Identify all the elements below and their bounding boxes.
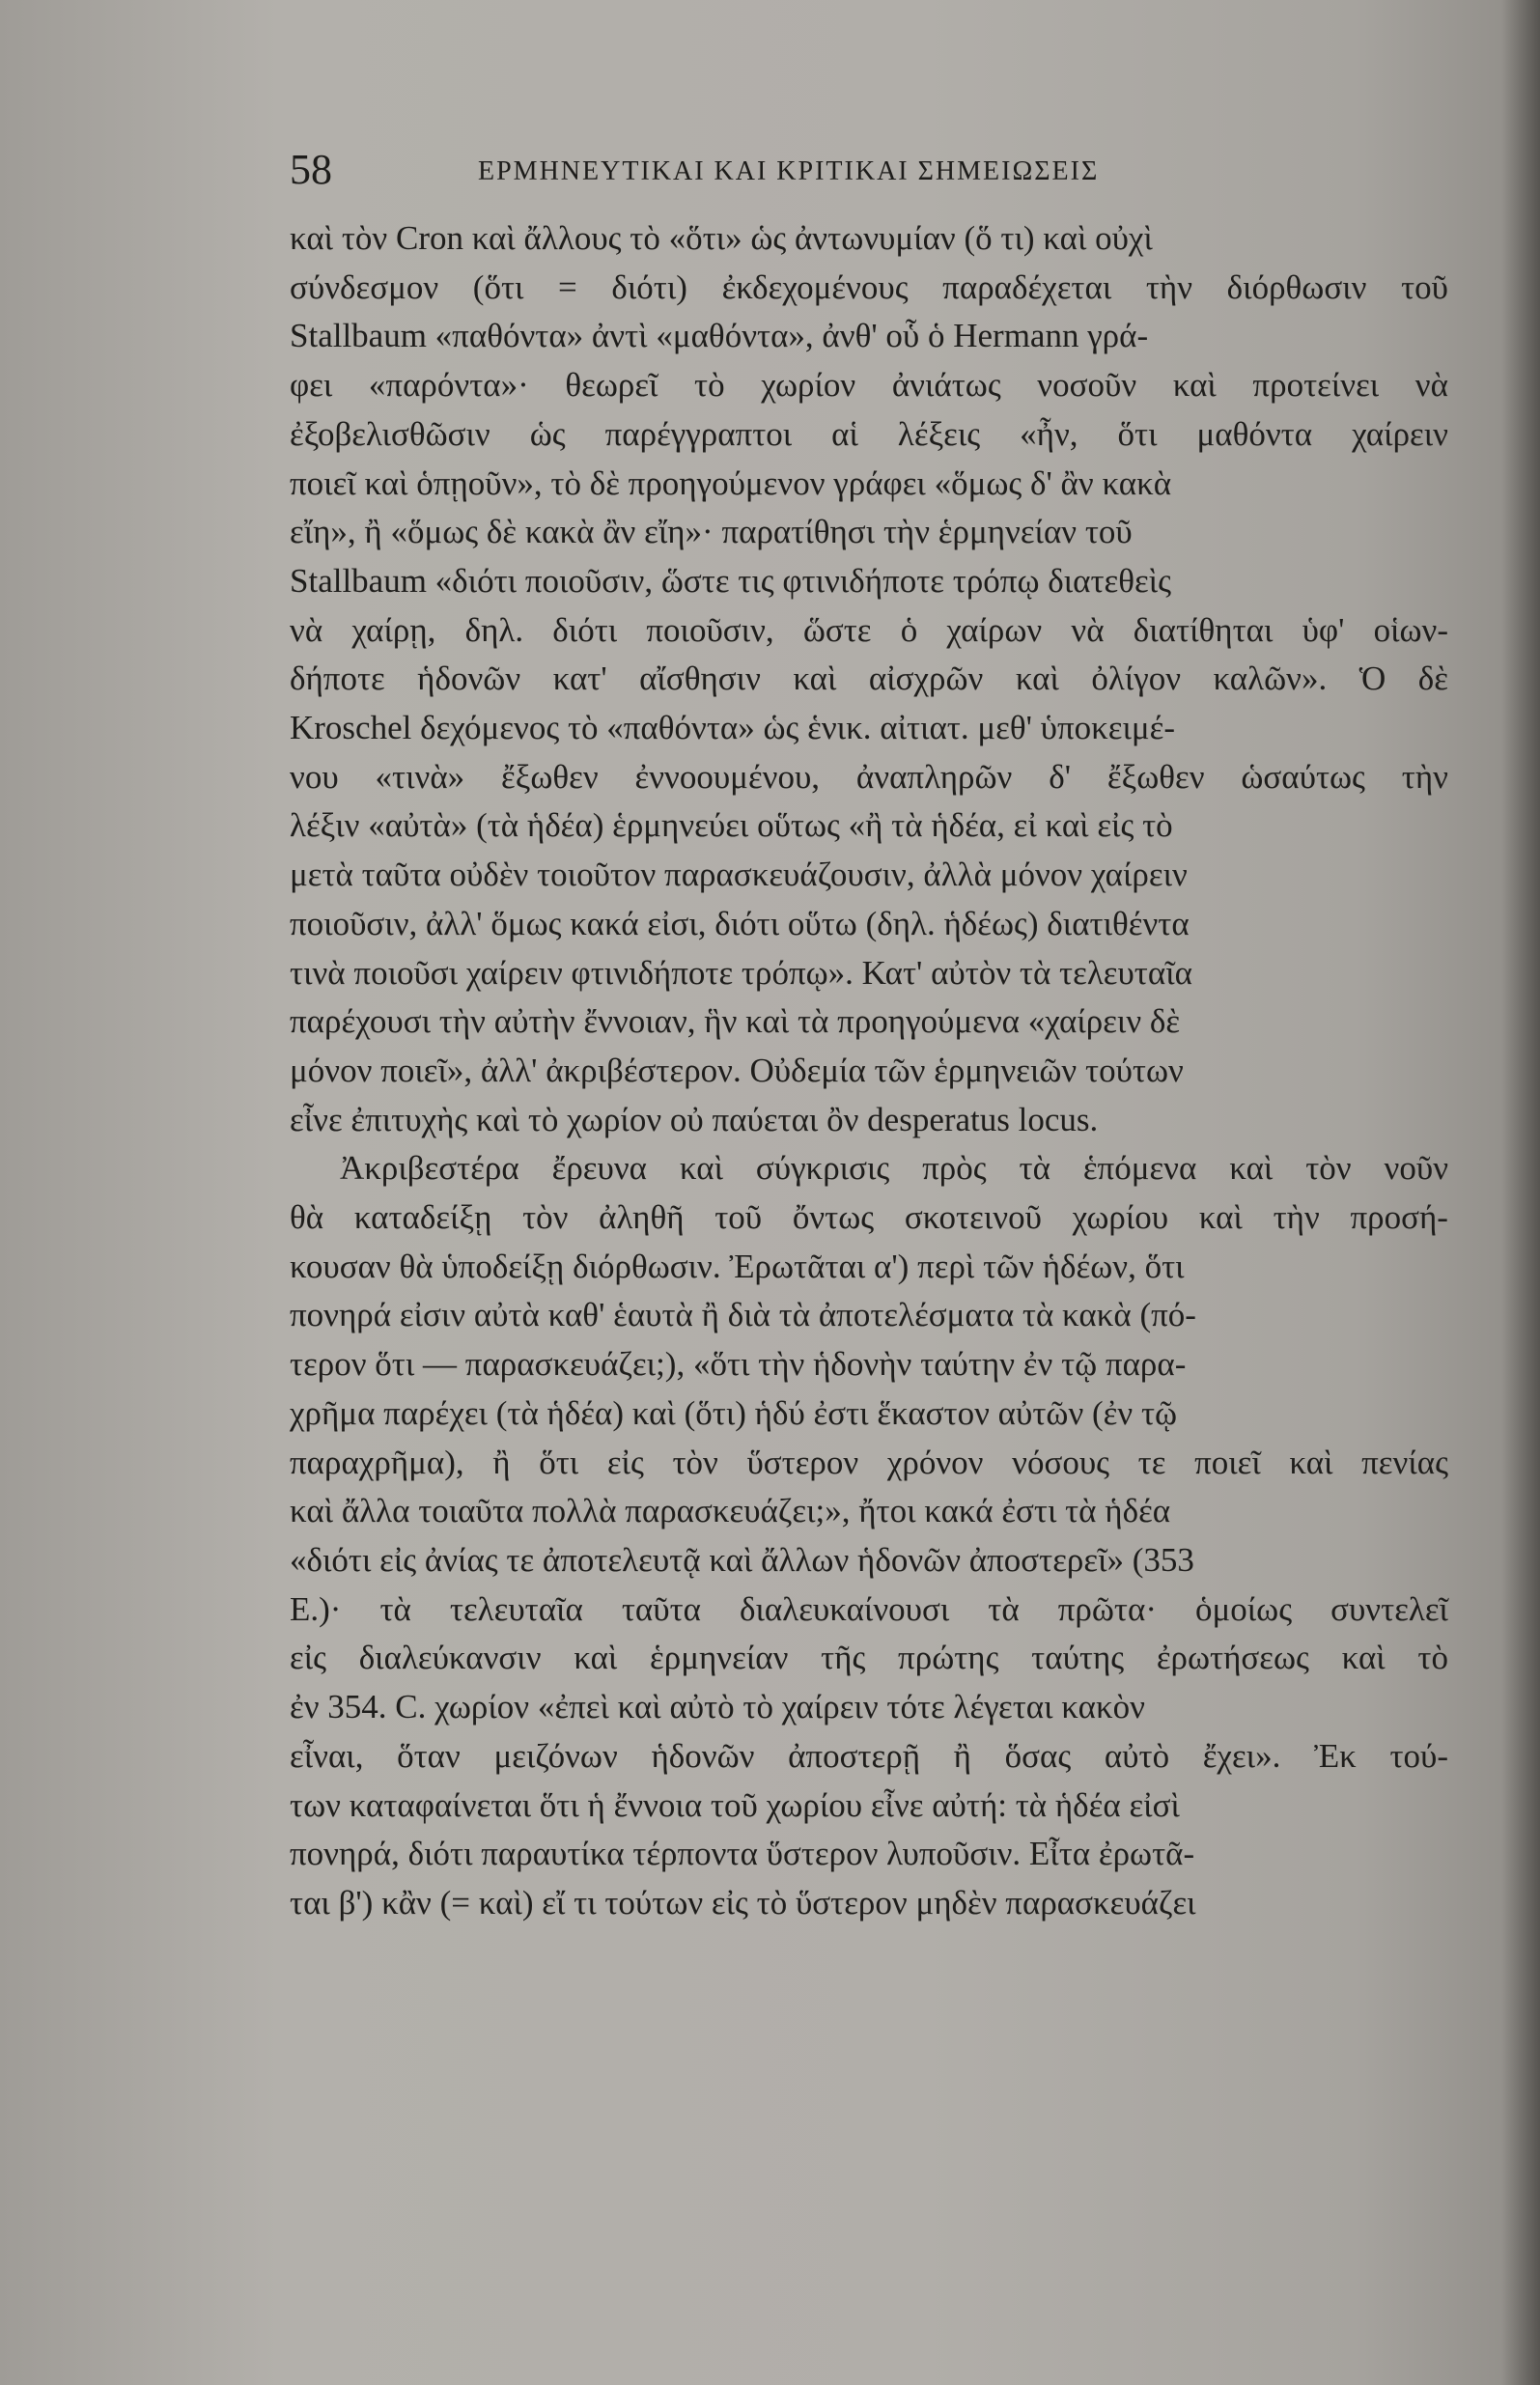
text-line: E.)· τὰ τελευταῖα ταῦτα διαλευκαίνουσι τὰ πρῶτα· ὁμοίως συντελεῖ: [290, 1589, 1448, 1628]
text-line: πονηρά εἰσιν αὐτὰ καθ' ἑαυτὰ ἢ διὰ τὰ ἀποτελέσματα τὰ κακὰ (πό-: [290, 1296, 1196, 1334]
text-line: λέξιν «αὐτὰ» (τὰ ἡδέα) ἑρμηνεύει οὕτως «ἢ τὰ ἡδέα, εἰ καὶ εἰς τὸ: [290, 806, 1173, 845]
text-line: πονηρά, διότι παραυτίκα τέρποντα ὕστερον λυποῦσιν. Εἶτα ἐρωτᾶ-: [290, 1835, 1195, 1873]
text-line: κουσαν θὰ ὑποδείξῃ διόρθωσιν. Ἐρωτᾶται α') περὶ τῶν ἡδέων, ὅτι: [290, 1247, 1185, 1285]
text-line: νου «τινὰ» ἔξωθεν ἐννοουμένου, ἀναπληρῶν δ' ἔξωθεν ὡσαύτως τὴν: [290, 757, 1448, 796]
text-line: μόνον ποιεῖ», ἀλλ' ἀκριβέστερον. Οὐδεμία τῶν ἑρμηνειῶν τούτων: [290, 1051, 1184, 1089]
running-title: ΕΡΜΗΝΕΥΤΙΚΑΙ ΚΑΙ ΚΡΙΤΙΚΑΙ ΣΗΜΕΙΩΣΕΙΣ: [478, 156, 1100, 186]
paragraph-start-line: Ἀκριβεστέρα ἔρευνα καὶ σύγκρισις πρὸς τὰ ἑπόμενα καὶ τὸν νοῦν: [340, 1149, 1449, 1188]
text-line: εἴη», ἢ «ὅμως δὲ κακὰ ἂν εἴη»· παρατίθησι τὴν ἑρμηνείαν τοῦ: [290, 513, 1133, 551]
text-line: μετὰ ταῦτα οὐδὲν τοιοῦτον παρασκευάζουσιν, ἀλλὰ μόνον χαίρειν: [290, 856, 1188, 894]
page-header: [290, 145, 1284, 193]
page-number: 58: [290, 146, 332, 193]
text-line: ἐξοβελισθῶσιν ὡς παρέγγραπτοι αἱ λέξεις «ἦν, ὅτι μαθόντα χαίρειν: [290, 414, 1448, 453]
text-line: εἰς διαλεύκανσιν καὶ ἑρμηνείαν τῆς πρώτης ταύτης ἐρωτήσεως καὶ τὸ: [290, 1639, 1448, 1677]
text-line: ἐν 354. C. χωρίον «ἐπεὶ καὶ αὐτὸ τὸ χαίρειν τότε λέγεται κακὸν: [290, 1688, 1145, 1726]
text-line: παρέχουσι τὴν αὐτὴν ἔννοιαν, ἣν καὶ τὰ προηγούμενα «χαίρειν δὲ: [290, 1002, 1181, 1041]
text-line: καὶ τὸν Cron καὶ ἄλλους τὸ «ὅτι» ὡς ἀντωνυμίαν (ὅ τι) καὶ οὐχὶ: [290, 219, 1153, 257]
text-line: χρῆμα παρέχει (τὰ ἡδέα) καὶ (ὅτι) ἡδύ ἐστι ἕκαστον αὐτῶν (ἐν τῷ: [290, 1393, 1178, 1432]
text-line: εἶνε ἐπιτυχὴς καὶ τὸ χωρίον οὐ παύεται ὂν desperatus locus.: [290, 1100, 1099, 1138]
text-line: «διότι εἰς ἀνίας τε ἀποτελευτᾷ καὶ ἄλλων ἡδονῶν ἀποστερεῖ» (353: [290, 1540, 1194, 1579]
text-line: ποιοῦσιν, ἀλλ' ὅμως κακά εἰσι, διότι οὕτω (δηλ. ἡδέως) διατιθέντα: [290, 904, 1190, 942]
text-line: Stallbaum «παθόντα» ἀντὶ «μαθόντα», ἀνθ' οὗ ὁ Hermann γρά-: [290, 317, 1149, 355]
text-line: ποιεῖ καὶ ὁπῃοῦν», τὸ δὲ προηγούμενον γράφει «ὅμως δ' ἂν κακὰ: [290, 463, 1172, 502]
text-line: θὰ καταδείξῃ τὸν ἀληθῆ τοῦ ὄντως σκοτεινοῦ χωρίου καὶ τὴν προσή-: [290, 1198, 1448, 1237]
body-text: [290, 214, 1448, 1928]
text-line: Stallbaum «διότι ποιοῦσιν, ὥστε τις φτινιδήποτε τρόπῳ διατεθεὶς: [290, 561, 1171, 600]
text-line: νὰ χαίρῃ, δηλ. διότι ποιοῦσιν, ὥστε ὁ χαίρων νὰ διατίθηται ὑφ' οἱων-: [290, 610, 1449, 649]
text-line: τερον ὅτι — παρασκευάζει;), «ὅτι τὴν ἡδονὴν ταύτην ἐν τῷ παρα-: [290, 1345, 1187, 1384]
text-line: καὶ ἄλλα τοιαῦτα πολλὰ παρασκευάζει;», ἤτοι κακά ἐστι τὰ ἡδέα: [290, 1492, 1171, 1530]
text-line: τινὰ ποιοῦσι χαίρειν φτινιδήποτε τρόπῳ». Κατ' αὐτὸν τὰ τελευταῖα: [290, 953, 1192, 992]
text-line: παραχρῆμα), ἢ ὅτι εἰς τὸν ὕστερον χρόνον νόσους τε ποιεῖ καὶ πενίας: [290, 1443, 1448, 1481]
text-line: ται β') κἂν (= καὶ) εἴ τι τούτων εἰς τὸ ὕστερον μηδὲν παρασκευάζει: [290, 1883, 1196, 1922]
page-edge-shadow: [1501, 0, 1540, 2385]
text-line: σύνδεσμον (ὅτι = διότι) ἐκδεχομένους παραδέχεται τὴν διόρθωσιν τοῦ: [290, 267, 1448, 306]
text-line: Kroschel δεχόμενος τὸ «παθόντα» ὡς ἑνικ. αἰτιατ. μεθ' ὑποκειμέ-: [290, 709, 1176, 747]
text-line: δήποτε ἡδονῶν κατ' αἴσθησιν καὶ αἰσχρῶν καὶ ὀλίγον καλῶν». Ὁ δὲ: [290, 659, 1448, 698]
text-line: των καταφαίνεται ὅτι ἡ ἔννοια τοῦ χωρίου εἶνε αὐτή: τὰ ἡδέα εἰσὶ: [290, 1785, 1180, 1824]
text-line: εἶναι, ὅταν μειζόνων ἡδονῶν ἀποστερῇ ἢ ὅσας αὐτὸ ἔχει». Ἐκ τού-: [290, 1736, 1449, 1775]
text-line: φει «παρόντα»· θεωρεῖ τὸ χωρίον ἀνιάτως νοσοῦν καὶ προτείνει νὰ: [290, 366, 1448, 405]
